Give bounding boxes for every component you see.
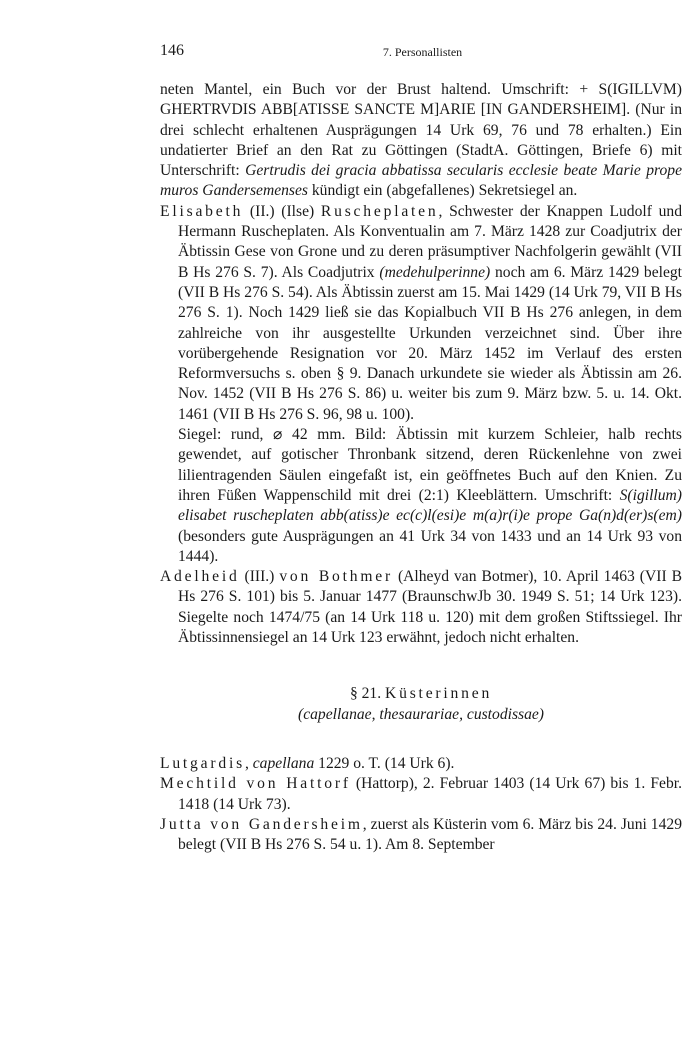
page-number: 146 bbox=[160, 42, 184, 59]
running-title: 7. Personallisten bbox=[382, 45, 463, 59]
entry-lutgardis: Lutgardis, capellana 1229 o. T. (14 Urk 6). bbox=[160, 754, 455, 772]
person-surname: Ruscheplaten bbox=[320, 202, 439, 220]
section-subtitle: (capellanae, thesaurariae, custodissae) bbox=[298, 705, 544, 723]
entry-elisabeth: Elisabeth (II.) (Ilse) Ruscheplaten, Schwester der Knappen Ludolf und Hermann Ruscheplaten. Als Konventualin am 7. März 1428 zur Coadjutrix der Äbtissin Gese von Grone und zu deren präsumptiver Nachfolgerin gewählt (VII B Hs 276 S. 7). Als Coadjutrix (medehulperinne) noch am 6. März 1429 belegt (VII B Hs 276 S. 54). Als Äbtissin zuerst am 15. Mai 1429 (14 Urk 79, VII B Hs 276 S. 1). Noch 1429 ließ sie das Kopialbuch VII B Hs 276 anlegen, in dem zahlreiche von ihr ausgestellte Urkunden verzeichnet sind. Über ihre vorübergehende Resignation vor 20. März 1452 im Verlauf des ersten Reformversuchs s. oben § 9. Danach urkundete sie wieder als Äbtissin am 26. Nov. 1452 (VII B Hs 276 S. 86) u. weiter bis zum 9. März bzw. 5. u. 14. Okt. 1461 (VII B Hs 276 S. 96, 98 u. 100). bbox=[160, 202, 683, 423]
page-body bbox=[160, 80, 682, 855]
person-name: Jutta von Gandersheim bbox=[160, 815, 363, 833]
page-header bbox=[160, 42, 685, 64]
italic-seal-inscription: S(igillum) elisabet ruscheplaten abb(atiss)e ec(c)l(esi)e m(a)r(i)e prope Ga(n)d(er)s(em) bbox=[178, 486, 682, 525]
entry-mechtild: Mechtild von Hattorf (Hattorp), 2. Februar 1403 (14 Urk 67) bis 1. Febr. 1418 (14 Urk 73). bbox=[160, 775, 682, 813]
italic-term: capellana bbox=[252, 754, 315, 772]
entry-adelheid: Adelheid (III.) von Bothmer (Alheyd van Botmer), 10. April 1463 (VII B Hs 276 S. 101) bis 5. Januar 1477 (BraunschwJb 30. 1949 S. 51; 14 Urk 123). Siegelte noch 1474/75 (an 14 Urk 118 u. 120) mit dem großen Stiftssiegel. Ihr Äbtissinnensiegel an 14 Urk 123 erwähnt, jedoch nicht erhalten. bbox=[160, 568, 682, 647]
person-name: Lutgardis bbox=[160, 754, 245, 772]
seal-description-elisabeth: Siegel: rund, ⌀ 42 mm. Bild: Äbtissin mit kurzem Schleier, halb rechts gewendet, auf gotischer Thronbank sitzend, deren Rückenlehne von zwei lilientragenden Säulen eingefaßt ist, ein geöffnetes Buch auf den Knien. Zu ihren Füßen Wappenschild mit drei (2:1) Kleeblättern. Umschrift: S(igillum) elisabet ruscheplaten abb(atiss)e ec(c)l(esi)e m(a)r(i)e prope Ga(n)d(er)s(em) (besonders gute Ausprägungen an 41 Urk 34 von 1433 und an 14 Urk 93 von 1444). bbox=[178, 426, 682, 565]
paragraph-gertrud-continuation: neten Mantel, ein Buch vor der Brust haltend. Umschrift: + S(IGILLVM) GHERTRVDIS ABB[ATISSE SANCTE M]ARIE [IN GANDERSHEIM]. (Nur in drei schlecht erhaltenen Ausprägungen 14 Urk 69, 76 und 78 erhalten.) Ein undatierter Brief an den Rat zu Göttingen (StadtA. Göttingen, Briefe 6) mit Unterschrift: Gertrudis dei gracia abbatissa secularis ecclesie beate Marie prope muros Gandersemenses kündigt ein (abgefallenes) Sekretsiegel an. bbox=[160, 81, 682, 200]
entry-jutta: Jutta von Gandersheim, zuerst als Küsterin vom 6. März bis 24. Juni 1429 belegt (VII B Hs 276 S. 54 u. 1). Am 8. September bbox=[160, 815, 682, 854]
person-name: Adelheid bbox=[160, 568, 240, 586]
person-name: Elisabeth bbox=[160, 202, 244, 220]
section-title: § 21. Küsterinnen bbox=[349, 685, 493, 703]
person-name: Mechtild von Hattorf bbox=[160, 775, 351, 793]
italic-signature: Gertrudis dei gracia abbatissa secularis ecclesie beate Marie prope muros Gandersemenses bbox=[160, 162, 682, 200]
italic-term: (medehulperinne) bbox=[379, 263, 491, 281]
section-heading bbox=[160, 684, 682, 725]
person-surname: von Bothmer bbox=[279, 568, 394, 586]
